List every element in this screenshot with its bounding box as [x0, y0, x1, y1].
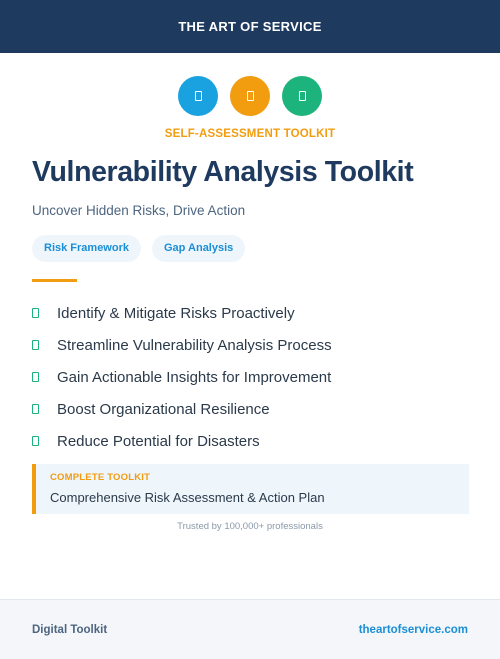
checkbox-icon	[32, 308, 39, 318]
callout-text: Comprehensive Risk Assessment & Action Plan	[50, 490, 325, 505]
accent-divider	[32, 279, 77, 282]
tag-risk-framework: Risk Framework	[32, 235, 141, 262]
list-item	[32, 393, 332, 425]
document-icon	[299, 91, 306, 101]
feature-text: Streamline Vulnerability Analysis Process	[57, 336, 332, 354]
document-icon	[247, 91, 254, 101]
tag-gap-analysis: Gap Analysis	[152, 235, 245, 262]
list-item	[32, 329, 332, 361]
checkbox-icon	[32, 340, 39, 350]
checkbox-icon	[32, 404, 39, 414]
orange-circle-icon	[230, 76, 270, 116]
footer-label: Digital Toolkit	[32, 623, 108, 636]
page-title: Vulnerability Analysis Toolkit	[32, 156, 414, 188]
brand-name: THE ART OF SERVICE	[178, 19, 322, 34]
list-item	[32, 361, 332, 393]
page-subtitle: Uncover Hidden Risks, Drive Action	[32, 203, 246, 218]
feature-list	[32, 297, 332, 457]
feature-text: Identify & Mitigate Risks Proactively	[57, 304, 295, 322]
tag-list	[32, 235, 245, 262]
list-item	[32, 297, 332, 329]
feature-text: Reduce Potential for Disasters	[57, 432, 260, 450]
feature-text: Gain Actionable Insights for Improvement	[57, 368, 332, 386]
trust-note: Trusted by 100,000+ professionals	[177, 521, 323, 532]
toolkit-callout	[32, 464, 469, 514]
top-banner	[0, 0, 500, 53]
checkbox-icon	[32, 436, 39, 446]
list-item	[32, 425, 332, 457]
checkbox-icon	[32, 372, 39, 382]
feature-text: Boost Organizational Resilience	[57, 400, 270, 418]
icon-row	[0, 76, 500, 116]
callout-kicker: COMPLETE TOOLKIT	[50, 472, 151, 483]
section-kicker: SELF-ASSESSMENT TOOLKIT	[164, 128, 336, 140]
blue-circle-icon	[178, 76, 218, 116]
green-circle-icon	[282, 76, 322, 116]
document-icon	[195, 91, 202, 101]
footer	[0, 599, 500, 659]
website-link[interactable]: theartofservice.com	[358, 623, 468, 636]
